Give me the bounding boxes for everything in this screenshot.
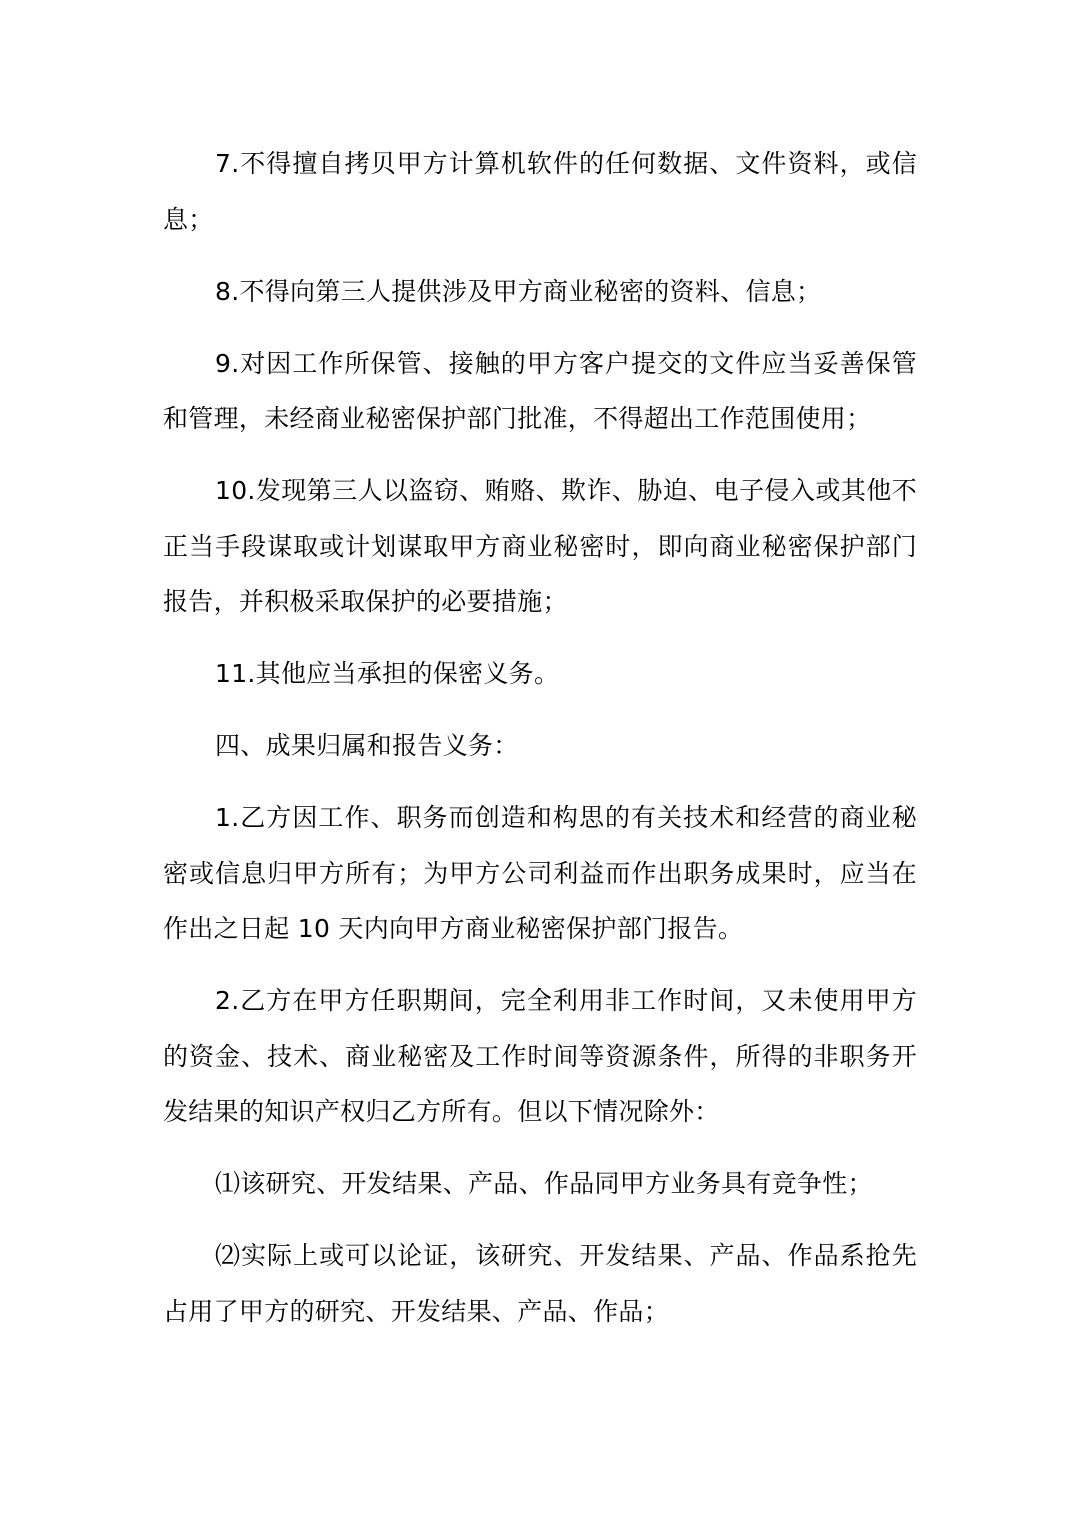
document-body (163, 136, 917, 1339)
clause-9: 9.对因工作所保管、接触的甲方客户提交的文件应当妥善保管和管理，未经商业秘密保护部门批准，不得超出工作范围使用； (163, 348, 917, 433)
section-4-clause-1: 1.乙方因工作、职务而创造和构思的有关技术和经营的商业秘密或信息归甲方所有；为甲方公司利益而作出职务成果时，应当在作出之日起 10 天内向甲方商业秘密保护部门报告。 (163, 803, 917, 943)
clause-7: 7.不得擅自拷贝甲方计算机软件的任何数据、文件资料，或信息； (163, 149, 917, 234)
section-4-clause-2: 2.乙方在甲方任职期间，完全利用非工作时间，又未使用甲方的资金、技术、商业秘密及工作时间等资源条件，所得的非职务开发结果的知识产权归乙方所有。但以下情况除外： (163, 986, 917, 1126)
clause-10: 10.发现第三人以盗窃、贿赂、欺诈、胁迫、电子侵入或其他不正当手段谋取或计划谋取甲方商业秘密时，即向商业秘密保护部门报告，并积极采取保护的必要措施； (163, 476, 917, 616)
section-heading-4: 四、成果归属和报告义务： (215, 731, 519, 760)
clause-11: 11.其他应当承担的保密义务。 (215, 659, 560, 688)
exception-item-1: ⑴该研究、开发结果、产品、作品同甲方业务具有竞争性； (215, 1169, 873, 1198)
clause-8: 8.不得向第三人提供涉及甲方商业秘密的资料、信息； (215, 276, 822, 306)
exception-item-2: ⑵实际上或可以论证，该研究、开发结果、产品、作品系抢先占用了甲方的研究、开发结果、产品、作品； (163, 1241, 917, 1326)
